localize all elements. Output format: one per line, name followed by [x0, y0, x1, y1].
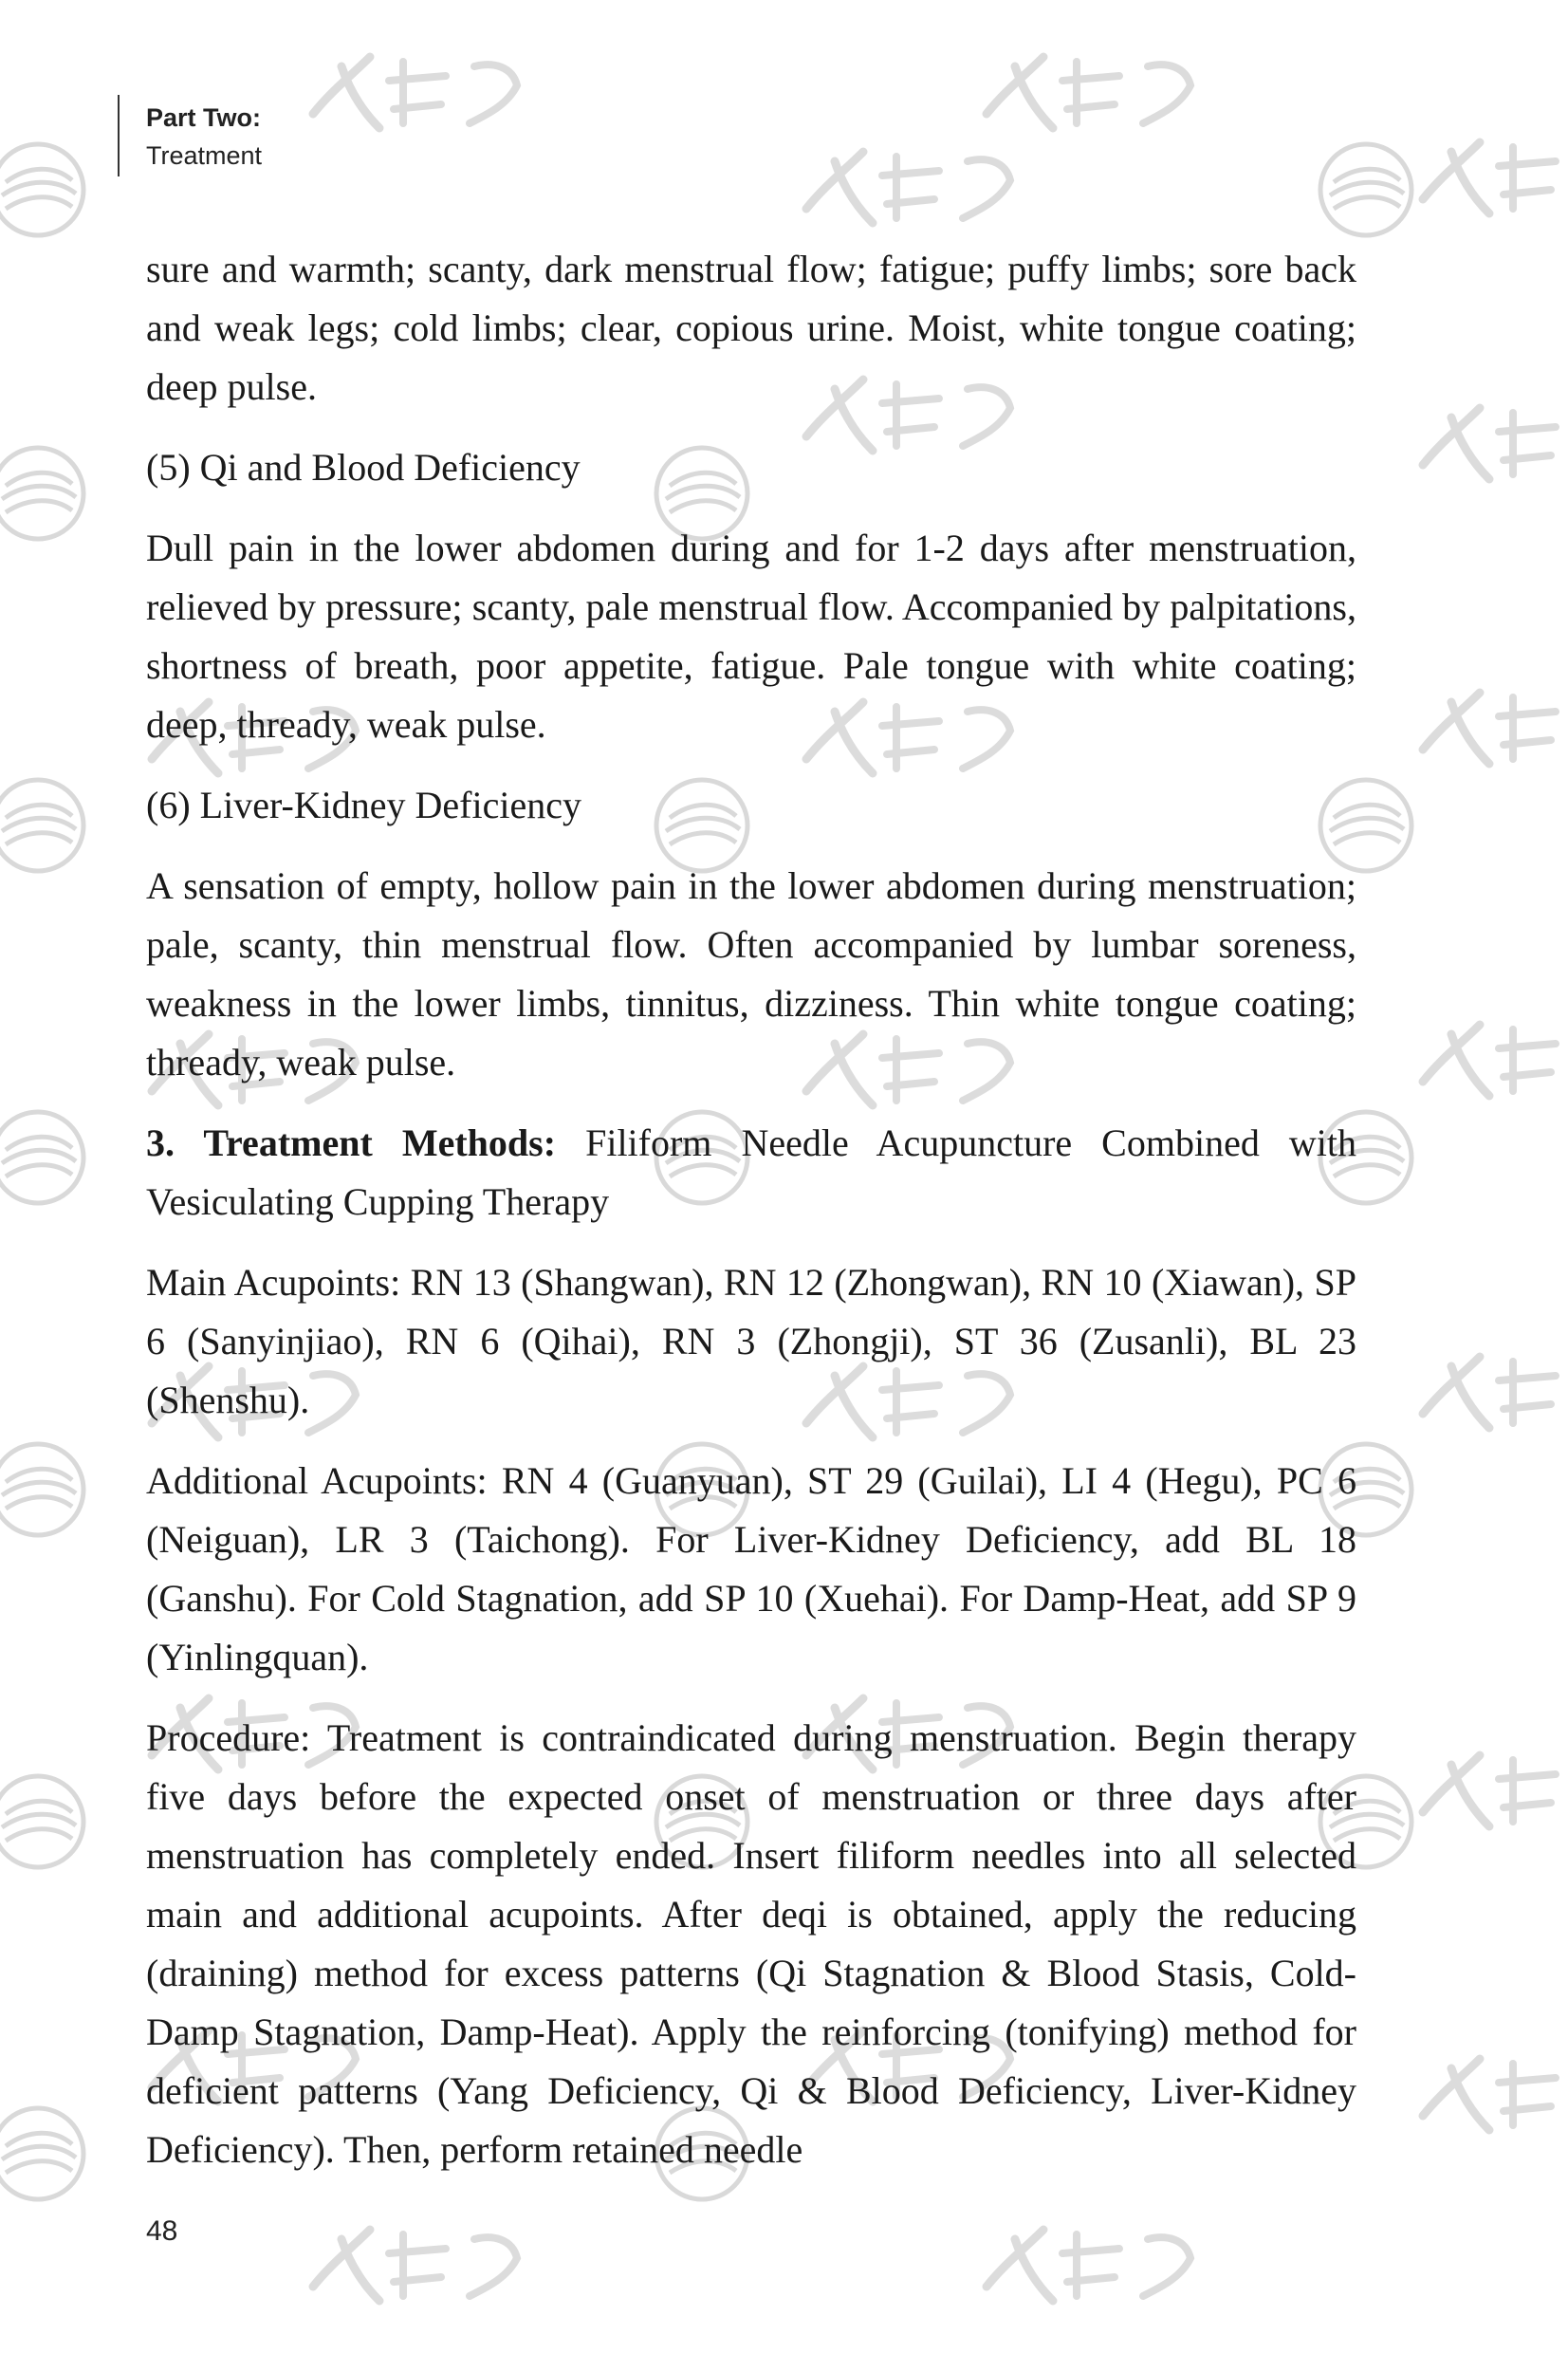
header-part-label: Part Two: — [146, 103, 261, 132]
treatment-methods-paragraph — [146, 1114, 1356, 1232]
running-header — [118, 95, 262, 176]
subheading-liver-kidney-deficiency: (6) Liver-Kidney Deficiency — [146, 784, 581, 826]
header-section-label: Treatment — [146, 141, 263, 170]
treatment-methods-text: Filiform Needle Acupuncture Combined with Vesiculating Cupping Therapy — [146, 1121, 1356, 1223]
subheading-qi-blood-deficiency: (5) Qi and Blood Deficiency — [146, 446, 581, 489]
treatment-methods-label: 3. Treatment Methods: — [146, 1121, 557, 1164]
page-number: 48 — [146, 2215, 178, 2247]
procedure-paragraph: Procedure: Treatment is contraindicated during menstruation. Begin therapy five days before the expected onset of menstruation or three days after menstruation has completely ended. Insert filiform needles into all selected main and additional acupoints. After deqi is obtained, apply the reducing (draining) method for excess patterns (Qi Stagnation & Blood Stasis, Cold-Damp Stagnation, Damp-Heat). Apply the reinforcing (tonifying) method for deficient patterns (Yang Deficiency, Qi & Blood Deficiency, Liver-Kidney Deficiency). Then, perform retained needle — [146, 1716, 1356, 2171]
paragraph-qi-blood-deficiency: Dull pain in the lower abdomen during and for 1-2 days after menstruation, relieved by pressure; scanty, pale menstrual flow. Accompanied by palpitations, shortness of breath, poor appetite, fatigue. Pale tongue with white coating; deep, thready, weak pulse. — [146, 527, 1356, 746]
page-body — [146, 240, 1356, 2201]
paragraph-liver-kidney-deficiency: A sensation of empty, hollow pain in the lower abdomen during menstruation; pale, scanty, thin menstrual flow. Often accompanied by lumbar soreness, weakness in the lower limbs, tinnitus, dizziness. Thin white tongue coating; thready, weak pulse. — [146, 864, 1356, 1084]
main-acupoints-paragraph: Main Acupoints: RN 13 (Shangwan), RN 12 (Zhongwan), RN 10 (Xiawan), SP 6 (Sanyinjiao), RN 6 (Qihai), RN 3 (Zhongji), ST 36 (Zusanli), BL 23 (Shenshu). — [146, 1261, 1356, 1421]
additional-acupoints-paragraph: Additional Acupoints: RN 4 (Guanyuan), ST 29 (Guilai), LI 4 (Hegu), PC 6 (Neiguan), LR 3 (Taichong). For Liver-Kidney Deficiency, add BL 18 (Ganshu). For Cold Stagnation, add SP 10 (Xuehai). For Damp-Heat, add SP 9 (Yinlingquan). — [146, 1459, 1356, 1678]
paragraph-continuation: sure and warmth; scanty, dark menstrual flow; fatigue; puffy limbs; sore back and weak legs; cold limbs; clear, copious urine. Moist, white tongue coating; deep pulse. — [146, 248, 1356, 408]
